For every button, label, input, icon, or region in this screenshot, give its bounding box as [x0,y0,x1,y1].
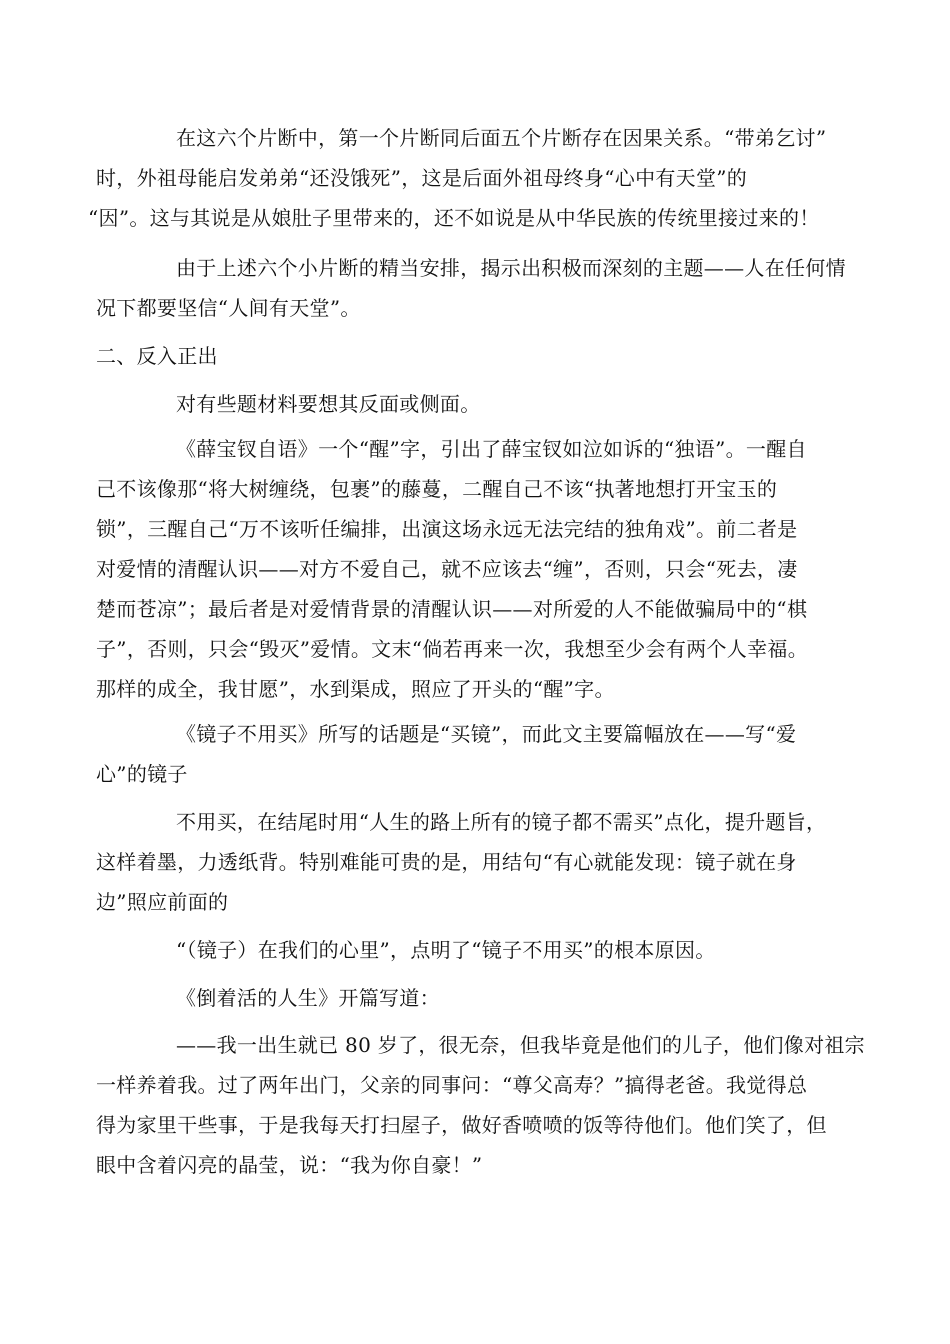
text-line-9: 己不该像那“将大树缠绕，包裹”的藤蔓，二醒自己不该“执著地想打开宝玉的 [96,477,778,501]
text-line-7: 对有些题材料要想其反面或侧面。 [176,392,481,416]
text-line-3: “因”。这与其说是从娘肚子里带来的，还不如说是从中华民族的传统里接过来的！ [88,206,820,230]
text-line-15: 《镜子不用买》所写的话题是“买镜”，而此文主要篇幅放在——写“爱 [176,722,797,746]
text-line-20: “（镜子）在我们的心里”，点明了“镜子不用买”的根本原因。 [176,938,716,962]
text-line-12: 楚而苍凉”；最后者是对爱情背景的清醒认识——对所爱的人不能做骗局中的“棋 [96,597,808,621]
text-line-14: 那样的成全，我甘愿”，水到渠成，照应了开头的“醒”字。 [96,677,615,701]
text-line-2: 时，外祖母能启发弟弟“还没饿死”，这是后面外祖母终身“心中有天堂”的 [96,166,748,190]
text-line-21: 《倒着活的人生》开篇写道： [176,986,440,1010]
text-line-5: 况下都要坚信“人间有天堂”。 [96,296,361,320]
text-line-8: 《薛宝钗自语》一个“醒”字，引出了薛宝钗如泣如诉的“独语”。一醒自 [176,437,807,461]
text-line-24: 得为家里干些事，于是我每天打扫屋子，做好香喷喷的饭等待他们。他们笑了，但 [96,1113,827,1137]
text-line-25: 眼中含着闪亮的晶莹，说：“我为你自豪！” [96,1153,483,1177]
text-line-10: 锁”，三醒自己“万不该听任编排，出演这场永远无法完结的独角戏”。前二者是 [96,517,798,541]
text-line-23: 一样养着我。过了两年出门，父亲的同事问：“尊父高寿？”搞得老爸。我觉得总 [96,1073,808,1097]
text-line-16: 心”的镜子 [96,762,188,786]
text-line-17: 不用买，在结尾时用“人生的路上所有的镜子都不需买”点化，提升题旨， [176,810,827,834]
section-heading: 二、反入正出 [96,344,218,368]
text-line-1: 在这六个片断中，第一个片断同后面五个片断存在因果关系。“带弟乞讨” [176,126,827,150]
text-line-11: 对爱情的清醒认识——对方不爱自己，就不应该去“缠”，否则，只会“死去，凄 [96,557,798,581]
text-line-22: ——我一出生就已 80 岁了，很无奈，但我毕竟是他们的儿子，他们像对祖宗 [176,1033,865,1057]
text-line-18: 这样着墨，力透纸背。特别难能可贵的是，用结句“有心就能发现：镜子就在身 [96,850,797,874]
text-line-13: 子”，否则，只会“毁灭”爱情。文末“倘若再来一次，我想至少会有两个人幸福。 [96,637,808,661]
text-line-19: 边”照应前面的 [96,890,229,914]
text-line-4: 由于上述六个小片断的精当安排，揭示出积极而深刻的主题——人在任何情 [176,256,846,280]
